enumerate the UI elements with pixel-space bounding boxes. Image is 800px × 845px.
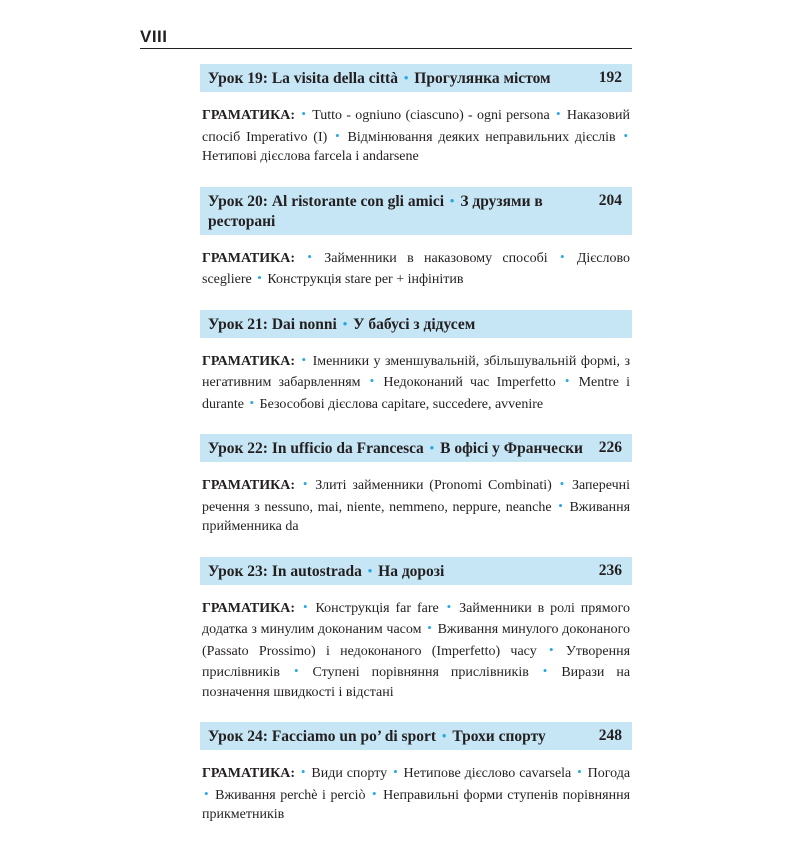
lesson-page-number: 192 [598,69,622,86]
grammar-topic: Mentre і durante [202,375,631,412]
lesson-title-italian: Урок 21: Dai nonni [208,315,337,333]
grammar-topic: Конструкція stare per + інфінітив [267,272,464,287]
bullet-dot-icon: • [335,127,340,143]
lesson-title-italian: Урок 19: La visita della città [208,70,398,87]
bullet-dot-icon: • [257,270,262,285]
grammar-topic: Недоконаний час Imperfetto [383,375,556,390]
grammar-topics [200,597,632,703]
grammar-topic: Наказовий спосіб Imperativo (I) [202,108,631,145]
lesson-title-italian: Урок 22: In ufficio da Francesca [208,440,424,457]
bullet-dot-icon: • [446,598,452,614]
grammar-topic: Утворення прислівників [202,643,631,680]
grammar-label: ГРАМАТИКА: [202,108,296,123]
lesson-title-italian: Урок 23: In autostrada [208,562,362,580]
grammar-topic: Ступені порівняння прислівників [312,665,529,680]
bullet-dot-icon: • [558,497,563,513]
lesson-entry [200,434,632,537]
bullet-dot-icon: • [542,663,548,678]
grammar-label: ГРАМАТИКА: [202,766,296,781]
bullet-dot-icon: • [559,476,565,491]
grammar-topic: Заперечні речення з nessuno, mai, niente, nemmeno, neppure, neanche [202,478,631,515]
bullet-dot-icon: • [307,248,312,264]
bullet-dot-icon: • [577,764,582,779]
lesson-title-bar [200,434,632,462]
grammar-topic: Вживання минулого доконаного (Passato Prossimo) і недоконаного (Imperfetto) часу [202,622,631,659]
grammar-topics [200,350,632,415]
lesson-entry [200,64,632,167]
lesson-title-ukrainian: В офісі у Франчески [440,440,583,457]
grammar-topic: Tutto - ogniuno (ciascuno) - ogni persona [312,108,550,123]
grammar-topic: Займенники в наказовому способі [324,250,548,266]
grammar-topic: Вживання прийменника da [202,499,631,534]
lesson-title-bar [200,64,632,92]
grammar-topic: Злиті займенники (Pronomi Combinati) [315,478,552,493]
bullet-dot-icon: • [204,785,209,801]
grammar-topic: Неправильні форми ступенів порівняння прикметників [202,787,631,822]
grammar-topic: Конструкція far fare [315,600,439,616]
bullet-dot-icon: • [300,764,306,779]
bullet-dot-icon: • [549,641,554,657]
lesson-title-bar [200,722,632,750]
bullet-dot-icon: • [427,620,432,635]
lesson-title-italian: Урок 20: Al ristorante con gli amici [208,192,445,210]
bullet-dot-icon: • [342,315,348,331]
grammar-topic: Займенники в ролі прямого додатка з минулим доконаним часом [202,600,630,637]
bullet-dot-icon: • [302,476,308,491]
bullet-dot-icon: • [623,127,629,143]
grammar-topic: Вирази на позначення швидкості і відстані [202,665,631,700]
grammar-topic: Нетипові дієслова farcela і andarsene [202,149,419,164]
lesson-title-ukrainian: Трохи спорту [452,728,546,745]
table-of-contents [200,64,632,845]
page-number: VIII [140,27,168,46]
bullet-dot-icon: • [393,764,398,779]
grammar-label: ГРАМАТИКА: [202,353,296,369]
lesson-page-number: 204 [598,191,622,209]
lesson-entry [200,557,632,703]
grammar-label: ГРАМАТИКА: [202,250,296,266]
lesson-title-ukrainian: На дорозі [378,562,445,580]
bullet-dot-icon: • [372,785,377,801]
bullet-dot-icon: • [449,192,455,208]
grammar-topics [200,474,632,537]
bullet-dot-icon: • [293,663,299,678]
lesson-title-ukrainian: Прогулянка містом [414,70,551,87]
grammar-topic: Вживання perchè і perciò [215,787,366,803]
lesson-title-bar [200,557,632,585]
bullet-dot-icon: • [429,440,435,455]
lesson-entry [200,310,632,415]
bullet-dot-icon: • [559,248,565,264]
bullet-dot-icon: • [249,394,255,410]
grammar-topics [200,247,632,290]
grammar-topic: Відмінювання деяких неправильних дієслів [347,129,616,145]
lesson-title-ukrainian: З друзями в ресторані [208,192,543,230]
page-header [140,26,632,49]
bullet-dot-icon: • [403,70,409,85]
grammar-topic: Види спорту [311,766,388,781]
bullet-dot-icon: • [564,373,570,388]
lesson-page-number: 236 [598,561,622,579]
bullet-dot-icon: • [301,106,306,121]
lesson-title-italian: Урок 24: Facciamo un po’ di sport [208,728,437,745]
grammar-topics [200,762,632,825]
grammar-label: ГРАМАТИКА: [202,478,296,493]
grammar-topic: Погода [587,766,631,781]
lesson-title-ukrainian: У бабусі з дідусем [353,315,476,333]
bullet-dot-icon: • [367,562,373,578]
grammar-topic: Безособові дієслова capitare, succedere, avvenire [259,396,544,412]
bullet-dot-icon: • [369,373,375,388]
bullet-dot-icon: • [301,351,307,367]
lesson-title-bar [200,310,632,338]
bullet-dot-icon: • [441,728,447,743]
lesson-page-number: 248 [598,727,622,744]
lesson-entry [200,722,632,825]
bullet-dot-icon: • [302,598,308,614]
lesson-title-bar [200,187,632,235]
lesson-page-number: 226 [598,439,622,456]
grammar-topic: Іменники у зменшувальній, збільшувальній формі, з негативним забарвленням [202,353,630,390]
grammar-topic: Дієслово scegliere [202,250,631,287]
grammar-topics [200,104,632,167]
grammar-topic: Нетипове дієслово cavarsela [403,766,572,781]
lesson-entry [200,187,632,290]
bullet-dot-icon: • [556,106,561,121]
grammar-label: ГРАМАТИКА: [202,600,296,616]
